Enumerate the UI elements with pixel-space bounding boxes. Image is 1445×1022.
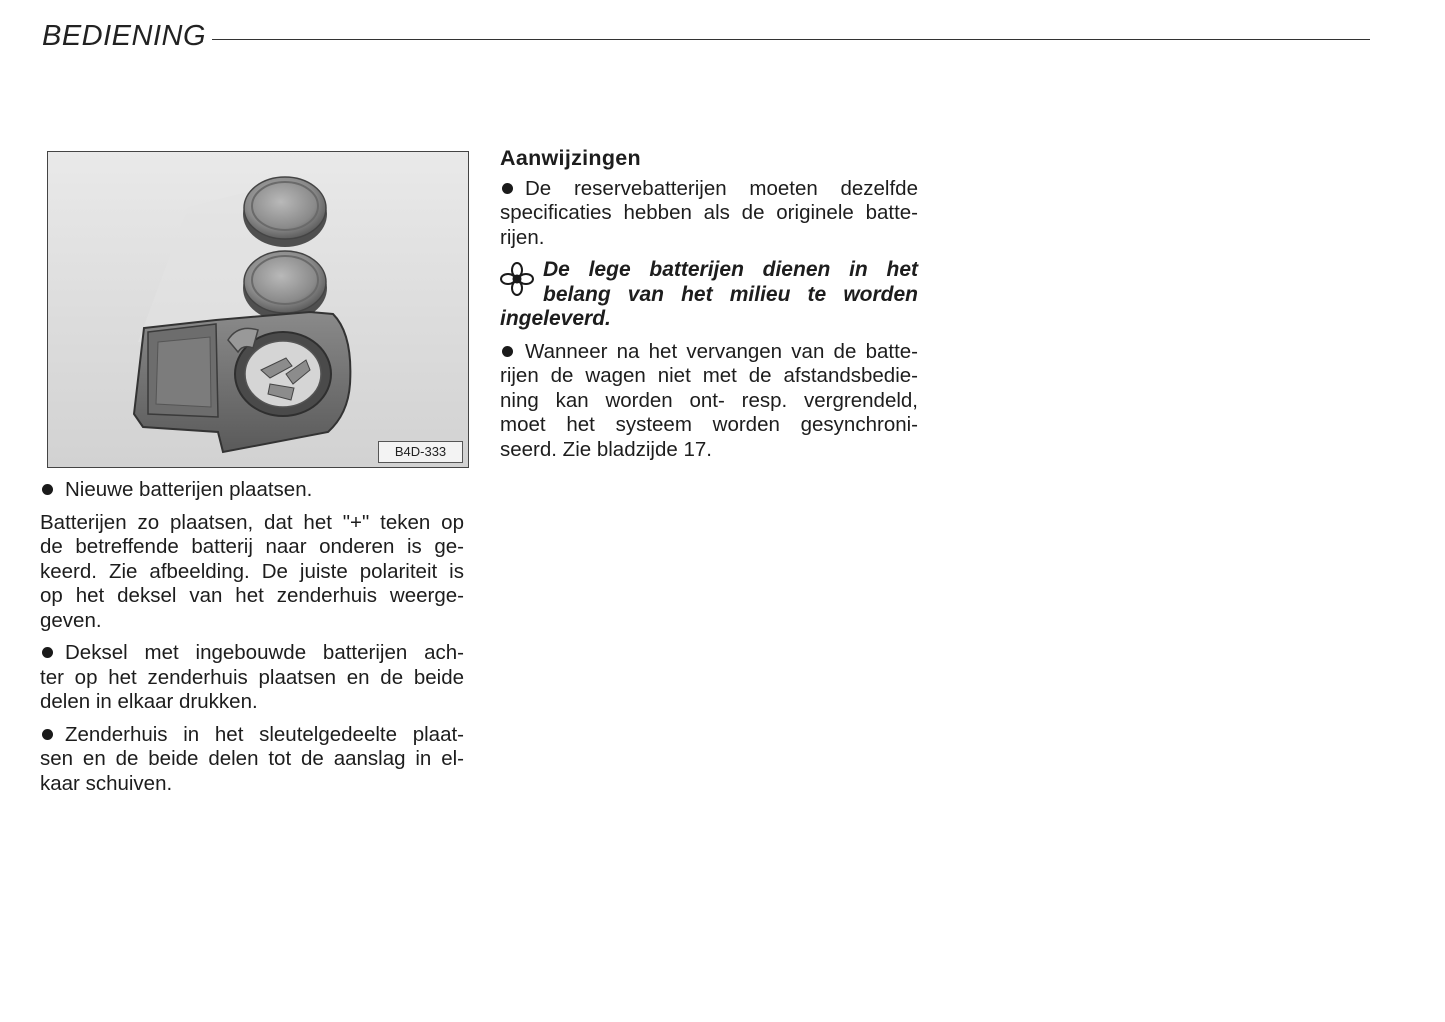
figure-label: B4D-333 (378, 441, 463, 463)
header-rule (212, 39, 1370, 40)
bullet-icon (502, 346, 513, 357)
environment-note: De lege batterijen dienen in het belang van het milieu te worden ingeleverd. (500, 258, 918, 330)
list-item: Deksel met ingebouwde batterijen ach- ter op het zenderhuis plaatsen en de beide delen in elkaar drukken. (40, 641, 464, 713)
bullet-icon (42, 484, 53, 495)
bullet-icon (42, 729, 53, 740)
left-column (40, 478, 464, 804)
battery-replacement-illustration (48, 152, 469, 468)
battery-figure (47, 151, 469, 468)
paragraph: Batterijen zo plaatsen, dat het "+" teken op de betreffende batterij naar onderen is ge- keerd. Zie afbeelding. De juiste polariteit is op het deksel van het zenderhuis weerge- geven. (40, 510, 464, 632)
list-item: De reservebatterijen moeten dezelfde specificaties hebben als de originele batte- rijen. (500, 176, 918, 249)
list-item: Wanneer na het vervangen van de batte- rijen de wagen niet met de afstandsbedie- ning kan worden ont- resp. vergrendeld, moet het systeem worden gesynchroni- seerd. Zie bladzijde 17. (500, 339, 918, 461)
list-item: Nieuwe batterijen plaatsen. (40, 478, 464, 503)
page-header (42, 18, 1370, 58)
section-title: BEDIENING (42, 20, 207, 52)
environment-flower-icon (500, 262, 534, 296)
list-item: Zenderhuis in het sleutelgedeelte plaat- sen en de beide delen tot de aanslag in el- kaar schuiven. (40, 722, 464, 795)
right-column (500, 146, 918, 470)
bullet-icon (42, 647, 53, 658)
bullet-icon (502, 183, 513, 194)
notes-heading: Aanwijzingen (500, 146, 641, 170)
